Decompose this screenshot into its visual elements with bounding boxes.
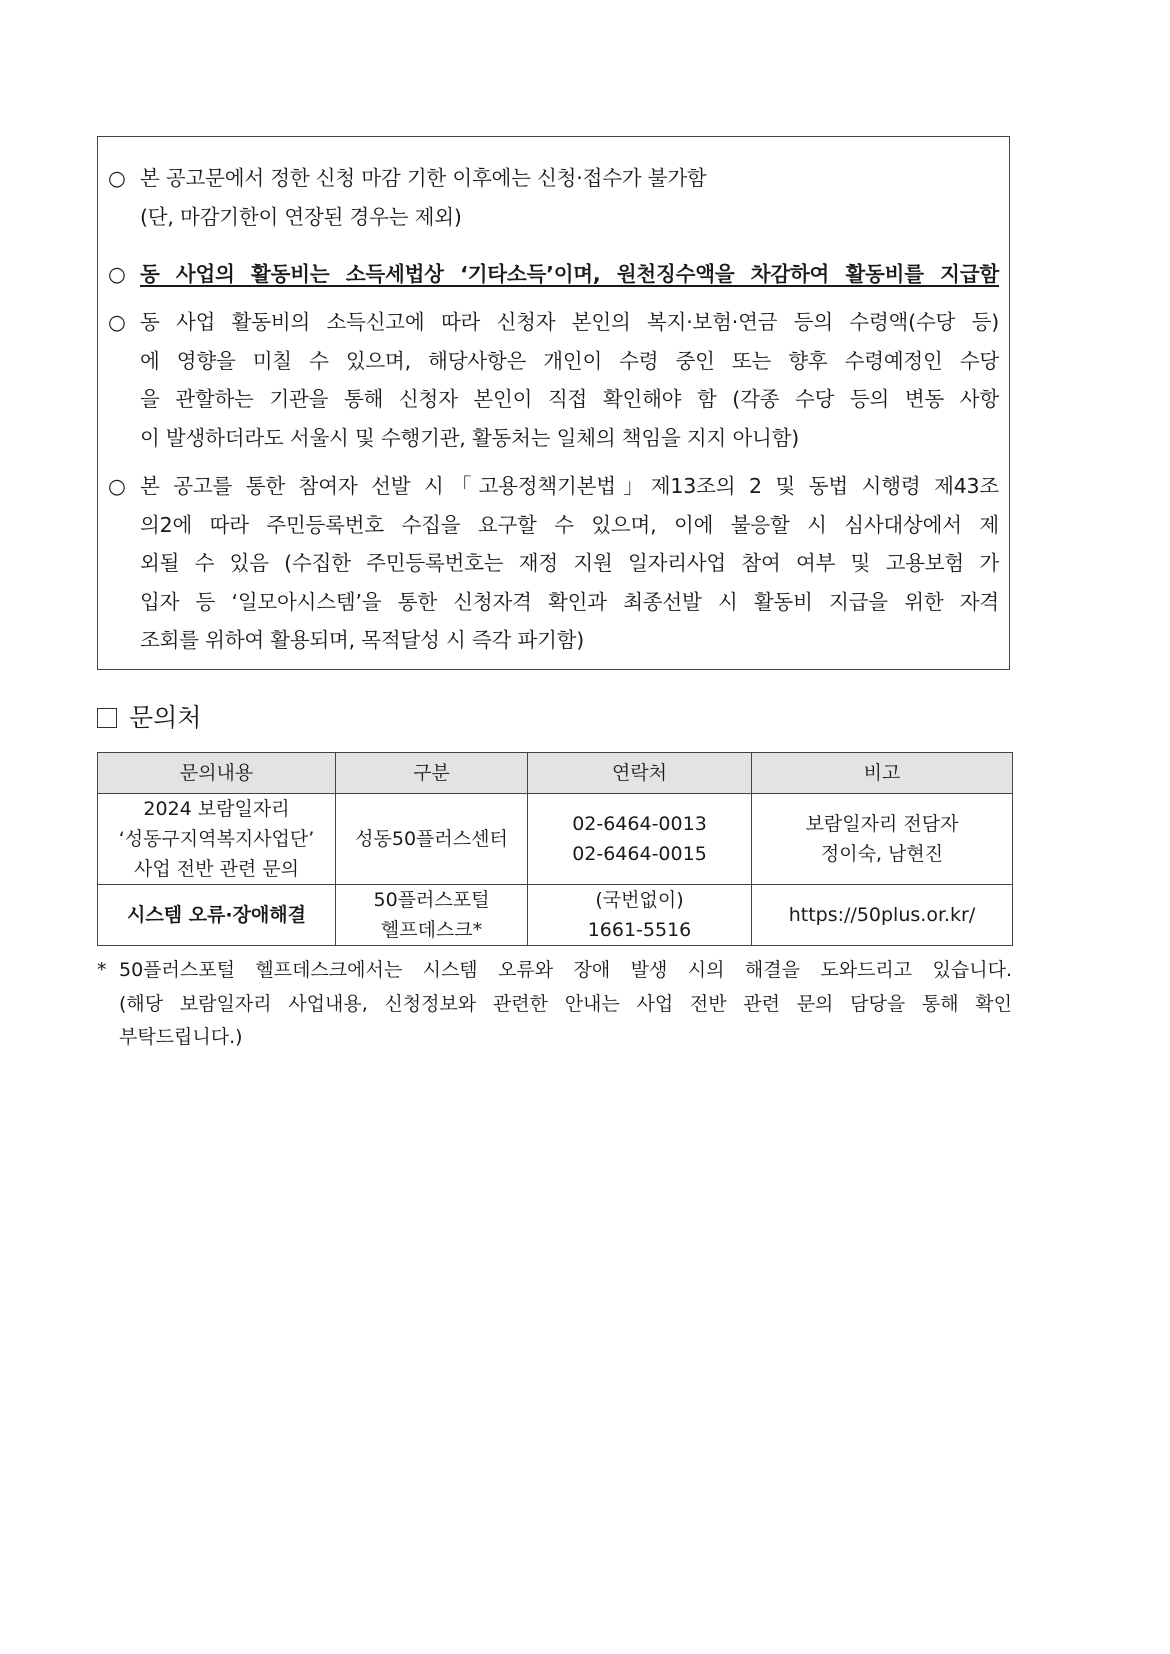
phone-number: 02-6464-0013 xyxy=(572,813,707,835)
table-row xyxy=(98,794,1013,885)
table-header-row xyxy=(98,753,1013,794)
contact-table xyxy=(97,752,1013,946)
cell-category: 50플러스포털 헬프데스크* xyxy=(336,885,528,946)
circle-bullet-icon: ○ xyxy=(108,262,126,286)
footnote xyxy=(97,954,1012,1055)
notice-line: 에 영향을 미칠 수 있으며, 해당사항은 개인이 수령 중인 또는 향후 수령예정인 수당 xyxy=(140,348,999,373)
cell-note: 보람일자리 전담자 정이숙, 남현진 xyxy=(752,794,1013,885)
footnote-line: (해당 보람일자리 사업내용, 신청정보와 관련한 안내는 사업 전반 관련 문의 담당을 통해 확인 xyxy=(119,992,1012,1015)
cell-inquiry: 2024 보람일자리 ‘성동구지역복지사업단’ 사업 전반 관련 문의 xyxy=(98,794,336,885)
notice-box xyxy=(97,136,1010,670)
notice-item-deadline xyxy=(108,159,999,236)
table-row xyxy=(98,885,1013,946)
cell-inquiry: 시스템 오류·장애해결 xyxy=(98,885,336,946)
notice-line: 조회를 위하여 활용되며, 목적달성 시 즉각 파기함) xyxy=(140,628,585,652)
cell-contact xyxy=(528,794,752,885)
notice-line: 동 사업 활동비의 소득신고에 따라 신청자 본인의 복지·보험·연금 등의 수령액(수당 등) xyxy=(140,310,999,334)
notice-item-income-report xyxy=(108,303,999,457)
header-inquiry: 문의내용 xyxy=(98,753,336,794)
notice-line: 입자 등 ‘일모아시스템’을 통한 신청자격 확인과 최종선발 시 활동비 지급을 위한 자격 xyxy=(140,589,999,614)
circle-bullet-icon: ○ xyxy=(108,166,126,190)
header-note: 비고 xyxy=(752,753,1013,794)
phone-number: 1661-5516 xyxy=(587,919,692,941)
website-link[interactable]: https://50plus.or.kr/ xyxy=(788,904,976,926)
notice-line: 의2에 따라 주민등록번호 수집을 요구할 수 있으며, 이에 불응할 시 심사대상에서 제 xyxy=(140,512,999,537)
asterisk-icon: * xyxy=(97,959,107,981)
notice-line: (단, 마감기한이 연장된 경우는 제외) xyxy=(140,204,462,229)
circle-bullet-icon: ○ xyxy=(108,310,126,334)
cell-contact: (국번없이) 1661-5516 xyxy=(528,885,752,946)
cell-category: 성동50플러스센터 xyxy=(336,794,528,885)
circle-bullet-icon: ○ xyxy=(108,474,126,498)
notice-line: 외될 수 있음 (수집한 주민등록번호는 재정 지원 일자리사업 참여 여부 및 고용보험 가 xyxy=(140,551,999,575)
section-heading-contact xyxy=(97,700,201,736)
notice-line: 본 공고를 통한 참여자 선발 시「고용정책기본법」제13조의 2 및 동법 시행령 제43조 xyxy=(140,474,999,498)
header-contact: 연락처 xyxy=(528,753,752,794)
section-title: 문의처 xyxy=(129,703,202,732)
header-category: 구분 xyxy=(336,753,528,794)
notice-item-tax xyxy=(108,255,999,294)
notice-line: 동 사업의 활동비는 소득세법상 ‘기타소득’이며, 원천징수액을 차감하여 활동비를 지급함 xyxy=(140,262,999,286)
footnote-line: * 50플러스포털 헬프데스크에서는 시스템 오류와 장애 발생 시의 해결을 도와드리고 있습니다. xyxy=(97,954,1012,988)
notice-line: 이 발생하더라도 서울시 및 수행기관, 활동처는 일체의 책임을 지지 아니함) xyxy=(140,425,800,450)
cell-note xyxy=(752,885,1013,946)
footnote-line: 부탁드립니다.) xyxy=(119,1026,243,1048)
square-bullet-icon xyxy=(97,708,117,728)
phone-number: 02-6464-0015 xyxy=(572,843,707,865)
notice-line: 본 공고문에서 정한 신청 마감 기한 이후에는 신청·접수가 불가함 xyxy=(140,166,707,190)
notice-line: 을 관할하는 기관을 통해 신청자 본인이 직접 확인해야 함 (각종 수당 등의 변동 사항 xyxy=(140,387,999,411)
notice-item-resident-number xyxy=(108,467,999,660)
